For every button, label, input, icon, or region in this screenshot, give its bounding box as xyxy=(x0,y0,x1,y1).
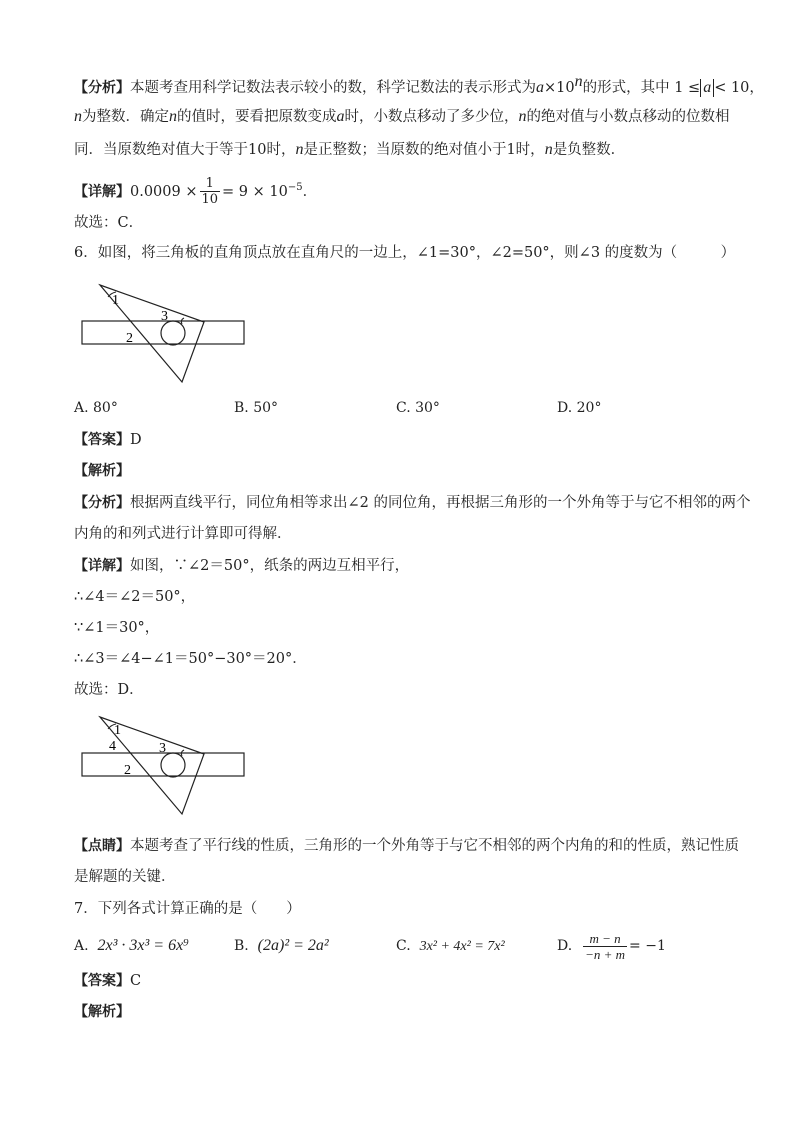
answer-value: C xyxy=(130,973,142,989)
q6-detail-line-1: 【详解】如图，∵∠2＝50°，纸条的两边互相平行， xyxy=(74,558,410,574)
ruler-hole xyxy=(161,321,185,345)
q7-option-c: C. 3x² + 4x² = 7x² xyxy=(396,938,505,954)
q6-detail-line-3: ∵∠1＝30°， xyxy=(74,620,160,636)
q7-jiexi-tag: 【解析】 xyxy=(74,1004,130,1020)
angle-label-1: 1 xyxy=(114,723,121,738)
q7-option-b: B. (2a)² = 2a² xyxy=(234,937,329,954)
jiexi-tag: 【解析】 xyxy=(74,463,130,479)
q7-option-d: D. $\frac{m - n}{-n + m}$ = −1 xyxy=(557,930,666,962)
analysis-line-1: 【分析】本题考查用科学记数法表示较小的数，科学记数法的表示形式为$a\times 10^n$的形式，其中 1 ≤ a < 10， xyxy=(74,73,764,96)
q7-answer-line xyxy=(74,971,141,991)
option-b: B. 50° xyxy=(234,400,279,416)
tip-line-1: 【点睛】本题考查了平行线的性质，三角形的一个外角等于与它不相邻的两个内角的和的性质，熟记性质 xyxy=(74,838,739,854)
tip-line-2: 是解题的关键． xyxy=(74,869,176,885)
detail-tag: 【详解】 xyxy=(74,558,130,574)
option-a: A. 80° xyxy=(74,400,118,416)
fraction: $\frac{m - n}{-n + m}$ xyxy=(585,930,626,962)
angle-label-1: 1 xyxy=(112,293,119,308)
angle-label-3: 3 xyxy=(159,741,166,756)
analysis-tag: 【分析】 xyxy=(74,79,130,96)
angle-label-2: 2 xyxy=(126,331,133,346)
question-7: 7．下列各式计算正确的是（ ） xyxy=(74,901,301,917)
q7-option-a: A. 2x³ · 3x³ = 6x⁹ xyxy=(74,937,189,954)
detail-tag: 【详解】 xyxy=(74,183,130,200)
q6-detail-line-2: ∴∠4＝∠2＝50°， xyxy=(74,589,196,605)
answer-line xyxy=(74,430,142,450)
angle-label-3: 3 xyxy=(161,309,168,324)
q6-analysis-line-1: 【分析】根据两直线平行，同位角相等求出∠2 的同位角，再根据三角形的一个外角等于与它不相邻的两个 xyxy=(74,495,751,511)
q6-analysis-line-2: 内角的和列式进行计算即可得解． xyxy=(74,526,292,542)
fraction: $\frac{1}{10}$ xyxy=(201,176,219,208)
angle-label-4: 4 xyxy=(109,739,116,754)
analysis-line-3: 同．当原数绝对值大于等于10时，n是正整数；当原数的绝对值小于1时，n是负整数． xyxy=(74,141,626,158)
angle-label-2: 2 xyxy=(124,763,131,778)
ruler-hole xyxy=(161,753,185,777)
detail-line: 【详解】0.0009 × $\frac{1}{10}$ = $9 \times 10^{-5}$． xyxy=(74,176,318,208)
question-6: 6．如图，将三角板的直角顶点放在直角尺的一边上，∠1=30°，∠2=50°，则∠3 的度数为（ ） xyxy=(74,245,736,261)
analysis-tag: 【分析】 xyxy=(74,495,130,511)
answer-tag: 【答案】 xyxy=(74,432,130,448)
answer-value: D xyxy=(130,432,142,448)
q6-choice: 故选：D． xyxy=(74,682,144,698)
figure-ruler-triangle-2 xyxy=(78,712,258,822)
tip-tag: 【点睛】 xyxy=(74,838,130,854)
choice-line: 故选：C． xyxy=(74,215,144,231)
analysis-line-2: n为整数．确定n的值时，要看把原数变成a时，小数点移动了多少位，n的绝对值与小数点移动的位数相 xyxy=(74,108,730,125)
q6-detail-line-4: ∴∠3＝∠4−∠1＝50°−30°＝20°． xyxy=(74,651,307,667)
answer-tag: 【答案】 xyxy=(74,973,130,989)
option-c: C. 30° xyxy=(396,400,440,416)
option-d: D. 20° xyxy=(557,400,602,416)
figure-ruler-triangle-1 xyxy=(78,280,258,390)
